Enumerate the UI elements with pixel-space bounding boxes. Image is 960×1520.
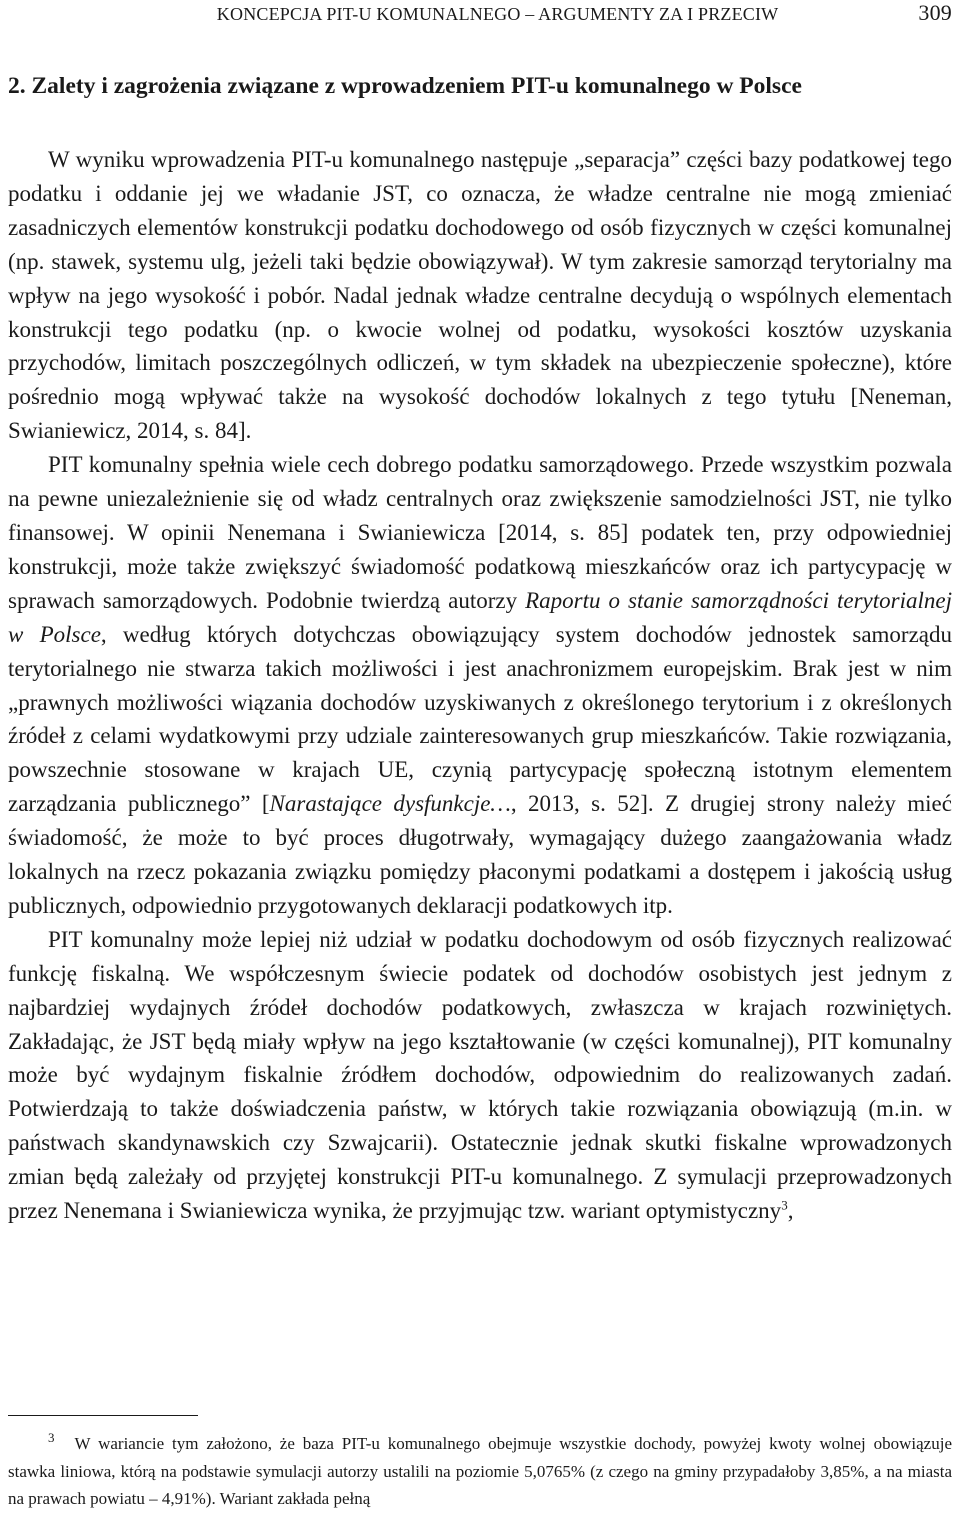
running-header — [8, 0, 952, 30]
paragraph-2-text-a: PIT komunalny spełnia wiele cech dobrego podatku samorządowego. Przede wszystkim pozwala na pewne uniezależnienie się od władz centralnych oraz zwiększenie samodzielności JST, nie tylko finansowej. W opinii Nenemana i Swianiewicza [2014, s. 85] podatek ten, przy odpowiedniej konstrukcji, może także zwiększyć świadomość podatkową mieszkańców oraz ich partycypację w sprawach samorządowych. Podobnie twierdzą autorzy — [8, 452, 952, 613]
footnote-number: 3 — [48, 1430, 55, 1446]
paragraph-3 — [8, 923, 952, 1228]
paragraph-2 — [8, 448, 952, 923]
section-heading: 2. Zalety i zagrożenia związane z wprowadzeniem PIT-u komunalnego w Polsce — [8, 73, 802, 99]
paragraph-2-text-c: , 2013, s. 52]. Z drugiej strony należy mieć świadomość, że może to być proces długotrwały, wymagający dużego zaangażowania władz lokalnych na rzecz pokazania związku pomiędzy płaconymi podatkami a dostępem i jakością usług publicznych, odpowiednio przygotowanych deklaracji podatkowych itp. — [8, 791, 952, 918]
paragraph-1: W wyniku wprowadzenia PIT-u komunalnego następuje „separacja” części bazy podatkowej tego podatku i oddanie jej we władanie JST, co oznacza, że władze centralne nie mogą zmieniać zasadniczych elementów konstrukcji podatku dochodowego od osób fizycznych w części komunalnej (np. stawek, systemu ulg, jeżeli taki będzie obowiązywał). W tym zakresie samorząd terytorialny ma wpływ na jego wysokość i pobór. Nadal jednak władze centralne decydują o wspólnych elementach konstrukcji tego podatku (np. o kwocie wolnej od podatku, wysokości kosztów uzyskania przychodów, limitach poszczególnych odliczeń, w tym składek na ubezpieczenie społeczne), które pośrednio mogą wpływać także na wysokość dochodów lokalnych z tego tytułu [Neneman, Swianiewicz, 2014, s. 84]. — [8, 147, 952, 444]
citation-title-italic: Narastające dysfunkcje… — [269, 791, 511, 817]
paragraph-2-text-b: , według których dotychczas obowiązujący system dochodów jednostek samorządu terytorialnego nie stwarza takich możliwości i jest anachronizmem europejskim. Brak jest w nim „prawnych możliwości wiązania dochodów uzyskiwanych z określonego terytorium i z określonych źródeł z celami wydatkowymi przy udziale zainteresowanych grup mieszkańców. Takie rozwiązania, powszechnie stosowane w krajach UE, czynią partycypację społeczną istotnym elementem zarządzania publicznego” [ — [8, 621, 952, 817]
footnote-text: W wariancie tym założono, że baza PIT-u komunalnego obejmuje wszystkie dochody, powyżej kwoty wolnej obowiązuje stawka liniowa, którą na podstawie symulacji autorzy ustalili na poziomie 5,0765% (z czego na gminy przypadałoby 3,85%, a na miasta na prawach powiatu – 4,91%). Wariant zakłada pełną — [8, 1434, 952, 1508]
paragraph-3-text: PIT komunalny może lepiej niż udział w podatku dochodowym od osób fizycznych realizować funkcję fiskalną. We współczesnym świecie podatek od dochodów osobistych jest jednym z najbardziej wydajnych źródeł dochodów podatkowych, zwłaszcza w krajach rozwiniętych. Zakładając, że JST będą miały wpływ na jego kształtowanie (w części komunalnej), PIT komunalny może być wydajnym fiskalnie źródłem dochodów, odpowiednim do realizowanych zadań. Potwierdzają to także doświadczenia państw, w których takie rozwiązania obowiązują (m.in. w państwach skandynawskich czy Szwajcarii). Ostatecznie jednak skutki fiskalne wprowadzonych zmian będą zależały od przyjętej konstrukcji PIT-u komunalnego. Z symulacji przeprowadzonych przez Nenemana i Swianiewicza wynika, że przyjmując tzw. wariant optymistyczny — [8, 926, 952, 1224]
running-title: KONCEPCJA PIT-U KOMUNALNEGO – ARGUMENTY ZA I PRZECIW — [216, 4, 779, 24]
report-title-italic: Raportu o stanie samorządności terytorialnej w Polsce — [8, 587, 952, 647]
footnote-reference[interactable]: 3 — [781, 1197, 788, 1213]
body-text — [8, 143, 952, 1228]
footnote — [8, 1430, 952, 1513]
page-number: 309 — [918, 0, 952, 25]
paragraph-3-end: , — [787, 1198, 794, 1224]
footnote-divider — [8, 1415, 198, 1416]
